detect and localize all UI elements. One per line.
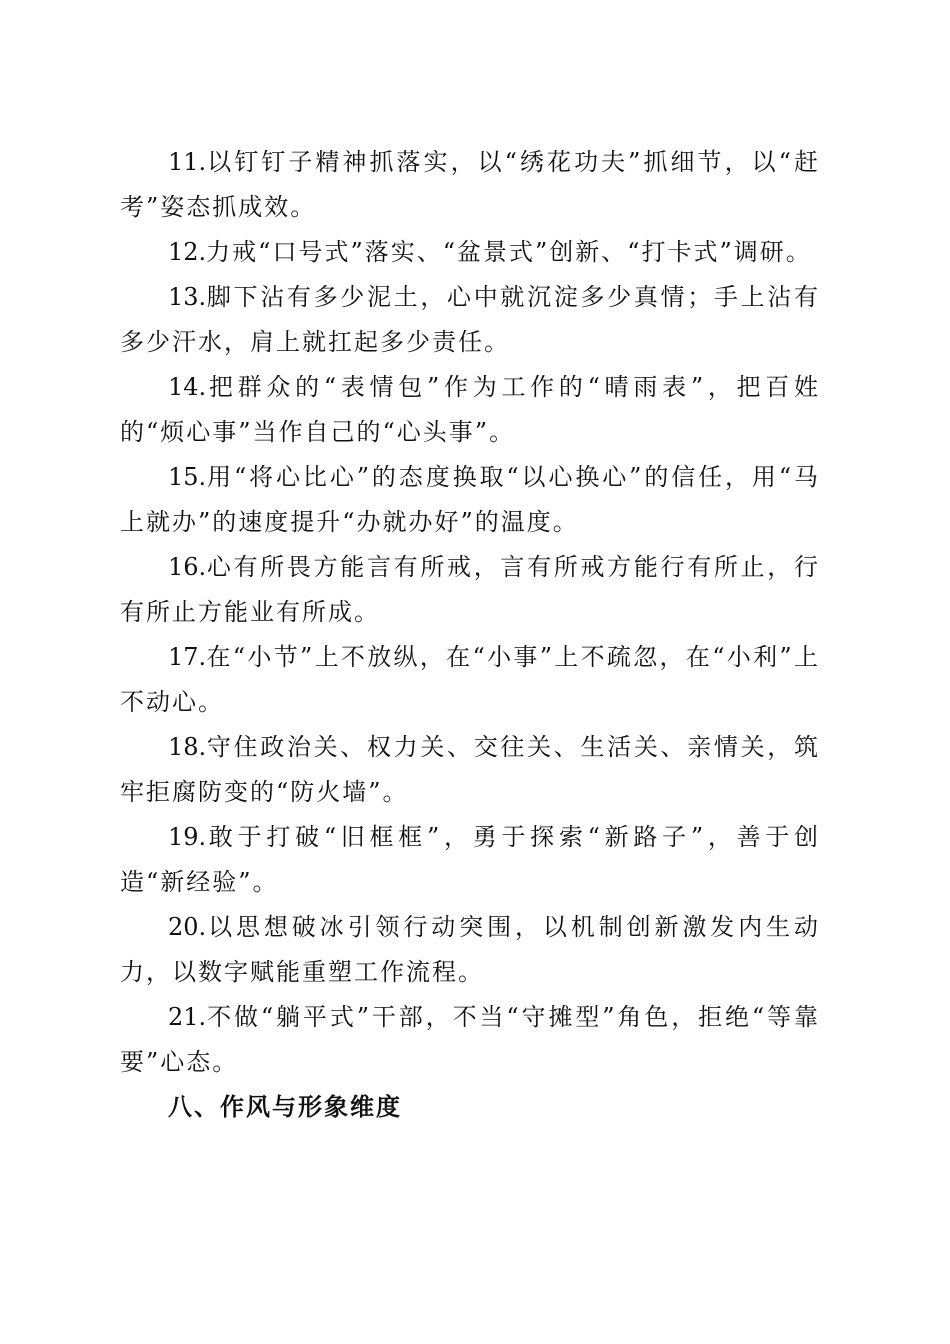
item-text: 以钉钉子精神抓落实，以“绣花功夫”抓细节，以“赶考”姿态抓成效。: [120, 148, 820, 221]
item-number: 11.: [168, 148, 207, 176]
item-text: 以思想破冰引领行动突围，以机制创新激发内生动力，以数字赋能重塑工作流程。: [120, 913, 820, 986]
list-item-21: [120, 995, 820, 1085]
item-number: 13.: [168, 283, 207, 311]
item-text: 心有所畏方能言有所戒，言有所戒方能行有所止，行有所止方能业有所成。: [120, 553, 820, 626]
item-number: 21.: [168, 1003, 207, 1031]
item-text: 用“将心比心”的态度换取“以心换心”的信任，用“马上就办”的速度提升“办就办好”的温度。: [120, 463, 820, 536]
list-item-14: [120, 365, 820, 455]
list-item-17: [120, 635, 820, 725]
item-text: 力戒“口号式”落实、“盆景式”创新、“打卡式”调研。: [206, 238, 812, 266]
item-number: 20.: [168, 913, 207, 941]
item-text: 敢于打破“旧框框”，勇于探索“新路子”，善于创造“新经验”。: [120, 823, 820, 896]
section-heading: 八、作风与形象维度: [168, 1093, 402, 1121]
item-text: 守住政治关、权力关、交往关、生活关、亲情关，筑牢拒腐防变的“防火墙”。: [120, 733, 820, 806]
item-number: 15.: [168, 463, 207, 491]
list-item-15: [120, 455, 820, 545]
list-item-19: [120, 815, 820, 905]
list-item-13: [120, 275, 820, 365]
list-item-11: [120, 140, 820, 230]
item-text: 脚下沾有多少泥土，心中就沉淀多少真情；手上沾有多少汗水，肩上就扛起多少责任。: [120, 283, 820, 356]
item-number: 18.: [168, 733, 207, 761]
list-item-16: [120, 545, 820, 635]
list-item-18: [120, 725, 820, 815]
item-number: 16.: [168, 553, 207, 581]
item-text: 把群众的“表情包”作为工作的“晴雨表”，把百姓的“烦心事”当作自己的“心头事”。: [120, 373, 820, 446]
list-item-12: [120, 230, 820, 275]
item-text: 不做“躺平式”干部，不当“守摊型”角色，拒绝“等靠要”心态。: [120, 1003, 820, 1076]
item-number: 17.: [168, 643, 207, 671]
item-text: 在“小节”上不放纵，在“小事”上不疏忽，在“小利”上不动心。: [120, 643, 820, 716]
list-item-20: [120, 905, 820, 995]
document-body: [120, 140, 820, 1130]
item-number: 19.: [168, 823, 207, 851]
item-number: 12.: [168, 238, 207, 266]
item-number: 14.: [168, 373, 207, 401]
